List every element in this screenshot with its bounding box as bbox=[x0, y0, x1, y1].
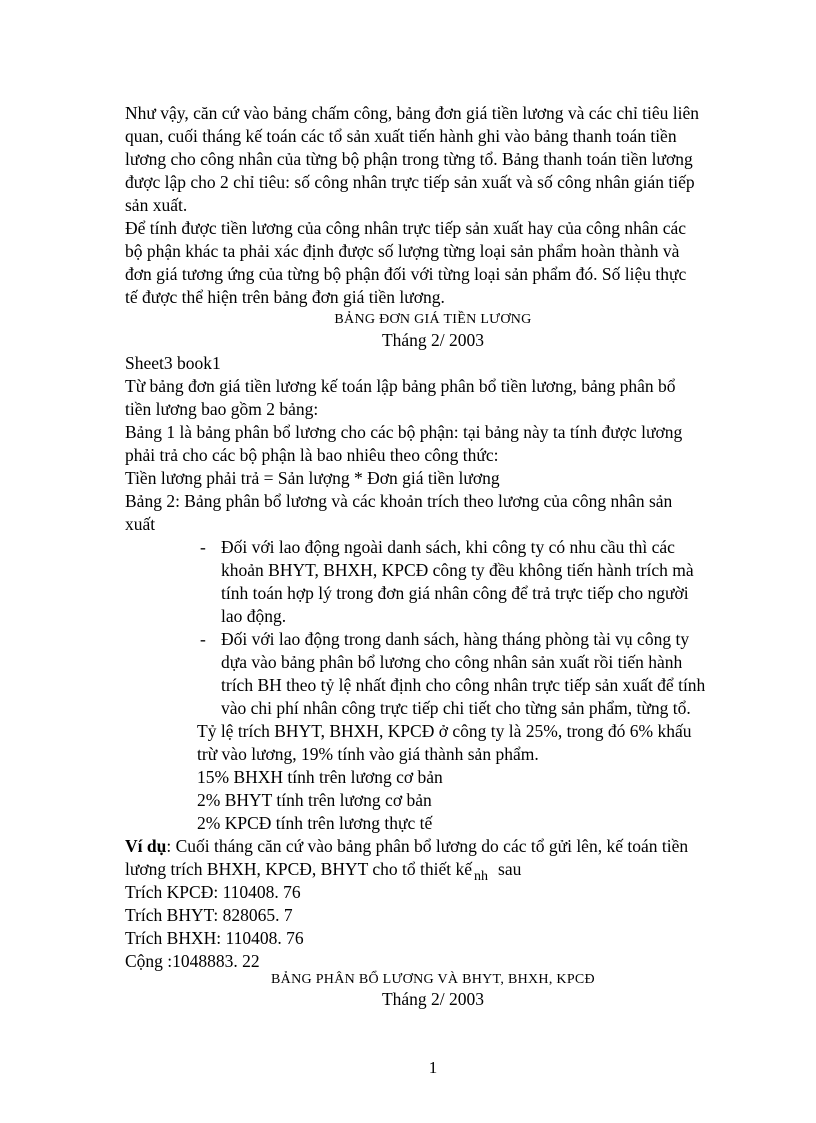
example-text-2: lương trích BHXH, KPCĐ, BHYT cho tổ thiết kế bbox=[125, 859, 473, 879]
allocation-table-month: Tháng 2/ 2003 bbox=[381, 989, 485, 1009]
rate-kpcd: 2% KPCĐ tính trên lương thực tế bbox=[197, 813, 433, 833]
page-number: 1 bbox=[428, 1058, 438, 1077]
bullet1-line-4: lao động. bbox=[221, 606, 287, 626]
bullet2-line-1: Đối với lao động trong danh sách, hàng tháng phòng tài vụ công ty bbox=[221, 629, 690, 649]
rate-bhyt: 2% BHYT tính trên lương cơ bản bbox=[197, 790, 432, 810]
total-bhyt: Trích BHYT: 828065. 7 bbox=[125, 905, 293, 925]
paragraph2-line-2: bộ phận khác ta phải xác định được số lượng từng loại sản phẩm hoàn thành và bbox=[125, 241, 680, 261]
paragraph3-line-7: xuất bbox=[125, 514, 156, 534]
rate-bhxh: 15% BHXH tính trên lương cơ bản bbox=[197, 767, 443, 787]
paragraph3-line-3: Bảng 1 là bảng phân bổ lương cho các bộ phận: tại bảng này ta tính được lương bbox=[125, 422, 683, 442]
paragraph1-line-4: được lập cho 2 chỉ tiêu: số công nhân trực tiếp sản xuất và số công nhân gián tiếp bbox=[125, 172, 695, 192]
paragraph3-line-6: Bảng 2: Bảng phân bổ lương và các khoản trích theo lương của công nhân sản bbox=[125, 491, 673, 511]
formula-line: Tiền lương phải trả = Sản lượng * Đơn giá tiền lương bbox=[125, 468, 500, 488]
example-line-2 bbox=[125, 858, 521, 883]
total-kpcd: Trích KPCĐ: 110408. 76 bbox=[125, 882, 301, 902]
allocation-table-title: BẢNG PHÂN BỔ LƯƠNG VÀ BHYT, BHXH, KPCĐ bbox=[271, 972, 595, 987]
paragraph3-line-4: phải trả cho các bộ phận là bao nhiêu theo công thức: bbox=[125, 445, 499, 465]
total-sum: Cộng :1048883. 22 bbox=[125, 951, 260, 971]
example-text: : Cuối tháng căn cứ vào bảng phân bổ lương do các tổ gửi lên, kế toán tiền bbox=[166, 836, 689, 856]
wage-rate-table-month: Tháng 2/ 2003 bbox=[381, 330, 485, 350]
paragraph1-line-5: sản xuất. bbox=[125, 195, 188, 215]
bullet2-line-4: vào chi phí nhân công trực tiếp chi tiết cho từng sản phẩm, từng tổ. bbox=[221, 698, 691, 718]
paragraph3-line-1: Từ bảng đơn giá tiền lương kế toán lập bảng phân bổ tiền lương, bảng phân bổ bbox=[125, 376, 676, 396]
wage-rate-table-title: BẢNG ĐƠN GIÁ TIỀN LƯƠNG bbox=[334, 312, 532, 327]
total-bhxh: Trích BHXH: 110408. 76 bbox=[125, 928, 304, 948]
bullet-marker: - bbox=[200, 537, 206, 557]
rate-line-2: trừ vào lương, 19% tính vào giá thành sản phẩm. bbox=[197, 744, 539, 764]
paragraph2-line-1: Để tính được tiền lương của công nhân trực tiếp sản xuất hay của công nhân các bbox=[125, 218, 687, 238]
bullet2-line-3: trích BH theo tỷ lệ nhất định cho công nhân trực tiếp sản xuất để tính bbox=[221, 675, 706, 695]
example-label: Ví dụ bbox=[125, 836, 167, 856]
example-subscript: nh bbox=[474, 869, 489, 884]
bullet-marker: - bbox=[200, 629, 206, 649]
bullet1-line-3: tính toán hợp lý trong đơn giá nhân công để trả trực tiếp cho người bbox=[221, 583, 689, 603]
sheet-reference: Sheet3 book1 bbox=[125, 353, 221, 373]
example-line-1 bbox=[125, 835, 688, 858]
bullet2-line-2: dựa vào bảng phân bổ lương cho công nhân sản xuất rồi tiến hành bbox=[221, 652, 683, 672]
bullet1-line-2: khoản BHYT, BHXH, KPCĐ công ty đều không tiến hành trích mà bbox=[221, 560, 694, 580]
paragraph1-line-1: Như vậy, căn cứ vào bảng chấm công, bảng đơn giá tiền lương và các chỉ tiêu liên bbox=[125, 103, 700, 123]
paragraph3-line-2: tiền lương bao gồm 2 bảng: bbox=[125, 399, 319, 419]
bullet1-line-1: Đối với lao động ngoài danh sách, khi công ty có nhu cầu thì các bbox=[221, 537, 675, 557]
paragraph1-line-3: lương cho công nhân của từng bộ phận trong từng tổ. Bảng thanh toán tiền lương bbox=[125, 149, 693, 169]
example-tail: sau bbox=[498, 859, 522, 879]
rate-line-1: Tỷ lệ trích BHYT, BHXH, KPCĐ ở công ty là 25%, trong đó 6% khấu bbox=[197, 721, 692, 741]
paragraph2-line-3: đơn giá tương ứng của từng bộ phận đối với từng loại sản phẩm đó. Số liệu thực bbox=[125, 264, 687, 284]
paragraph2-line-4: tế được thể hiện trên bảng đơn giá tiền lương. bbox=[125, 287, 445, 307]
paragraph1-line-2: quan, cuối tháng kế toán các tổ sản xuất tiến hành ghi vào bảng thanh toán tiền bbox=[125, 126, 677, 146]
